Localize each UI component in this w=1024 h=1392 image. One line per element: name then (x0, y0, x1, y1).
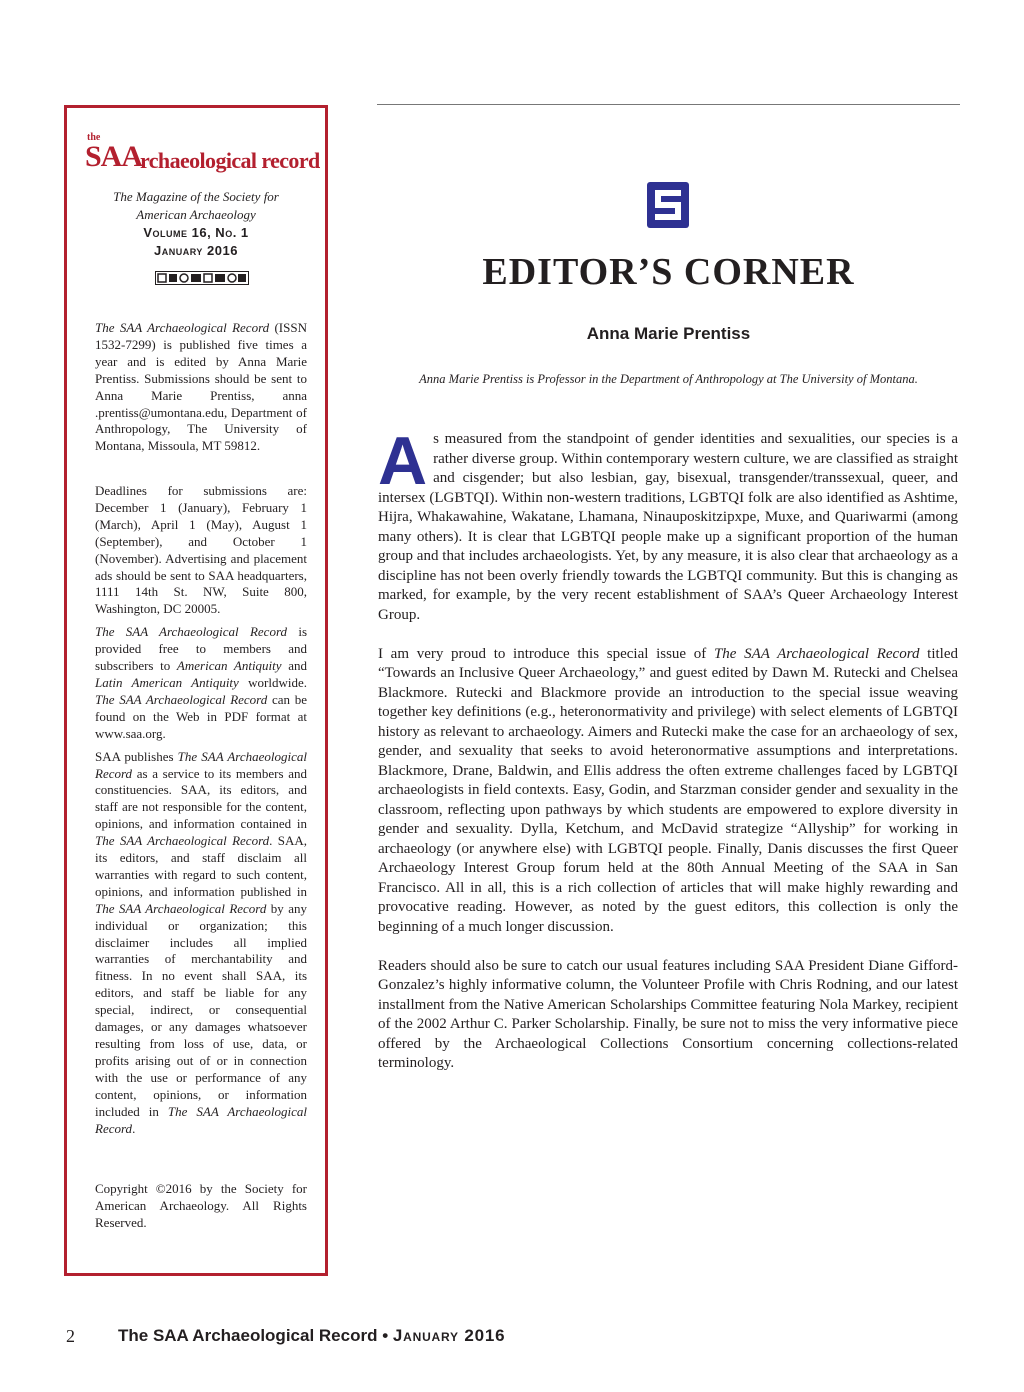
distribution-paragraph (95, 624, 307, 742)
copyright-text: Copyright ©2016 by the Society for American Archaeology. All Rights Reserved. (95, 1181, 307, 1230)
footer-bullet: • (382, 1326, 389, 1345)
journal-title: The SAA Archaeological Record (95, 1103, 307, 1136)
saa-glyph-logo-icon (647, 182, 689, 228)
journal-title: The SAA Archaeological Record (95, 624, 288, 640)
masthead-saa: SAA (85, 140, 143, 173)
text-span: SAA publishes (95, 748, 178, 764)
paragraph-text: titled “Towards an Inclusive Queer Archaeology,” and guest edited by Dawn M. Rutecki and Chelsea Blackmore. Rutecki and Blackmore provide an introduction to the special issue weaving together key definitions (e.g., heteronormativity and privilege) with select elements of LGBTQI history as relevant to archaeology. Aimers and Rutecki make the case for an archaeology of sex, gender, and sexuality that seeks to avoid heteronormative assumptions and interpretations. Blackmore, Drane, Baldwin, and Ellis address the often extreme challenges faced by LGBTQI archaeologists in field contexts. Easy, Godin, and Starzman consider gender and sexuality in the classroom, reflecting upon pathways by which students are empowered to explore diversity in gender and sexuality. Dylla, Ketchum, and McDavid strategize “Allyship” for working in archaeology (or anywhere else) with LGBTQI people. Finally, Danis discusses the first Queer Archaeology Interest Group forum held at the 80th Annual Meeting of the SAA in San Francisco. All in all, this is a rich collection of articles that will make highly rewarding and provocative reading. However, as noted by the guest editors, this collection is only the beginning of a much longer discussion. (378, 645, 958, 935)
decorative-glyph-border-icon (155, 271, 249, 285)
sidebar-copyright (95, 1181, 307, 1238)
text-span: by any individual or organization; this disclaimer includes all implied warranties of merchantability and fitness. In no event shall SAA, its editors, and staff be liable for any special, indirect, or consequential damages, or any damages whatsoever resulting from loss of use, data, or profits arising out of or in connection with the use or performance of any content, opinions, or information included in (95, 900, 307, 1119)
saa-masthead-logo (83, 132, 323, 178)
journal-title: American Antiquity (176, 658, 282, 674)
masthead-the: the (87, 132, 101, 143)
issue-date: January 2016 (154, 243, 238, 258)
text-span: is provided free to members and subscribers to (95, 624, 307, 674)
page-number: 2 (66, 1326, 75, 1346)
magazine-subtitle-2: American Archaeology (136, 207, 256, 222)
top-rule-divider (377, 104, 960, 105)
running-title: The SAA Archaeological Record (118, 1326, 378, 1345)
body-paragraph-3: Readers should also be sure to catch our usual features including SAA President Diane Gifford-Gonzalez’s highly informative column, the Volunteer Profile with Chris Rodning, and our latest installment from the Native American Scholarships Committee featuring Nola Markey, recipient of the 2002 Arthur C. Parker Scholarship. Finally, be sure not to miss the very informative piece offered by the Archaeological Collections Consortium concerning collections-related terminology. (378, 957, 958, 1071)
text-span: can be found on the Web in PDF format at www.saa.org. (95, 691, 307, 741)
sidebar-publication-info (95, 320, 307, 461)
paragraph-text: I am very proud to introduce this special issue of (378, 645, 714, 662)
author-bio: Anna Marie Prentiss is Professor in the Department of Anthropology at The University of Montana. (419, 372, 918, 386)
footer-date: January 2016 (392, 1326, 506, 1345)
disclaimer-paragraph (95, 749, 307, 1138)
drop-cap: A (378, 423, 428, 499)
journal-title: The SAA Archaeological Record (95, 748, 308, 781)
magazine-subtitle-1: The Magazine of the Society for (113, 189, 279, 204)
volume-number: Volume 16, No. 1 (143, 225, 249, 240)
masthead-sidebar (64, 105, 328, 1276)
masthead-title: rchaeological record (140, 148, 320, 173)
paragraph-text: s measured from the standpoint of gender identities and sexualities, our species is a rather diverse group. Within contemporary western culture, we are classified as straight and cisgender; but also lesbian, gay, bisexual, transgender/transsexual, queer, and intersex (LGBTQI). Within non-western traditions, LGBTQI folk are also identified as Ashtime, Hijra, Whakawahine, Wakatane, Lhamana, Ninauposkitzipxpe, Muxe, and Quariwarmi (among many others). It is clear that LGBTQI people make up a significant proportion of the human group and that includes archaeologists. Yet, by any measure, it is also clear that archaeology as a discipline has not been overly friendly towards the LGBTQI community. But this is changing as marked, for example, by the very recent establishment of SAA’s Queer Archaeology Interest Group. (378, 431, 958, 623)
sidebar-deadlines (95, 483, 307, 1143)
journal-title: The SAA Archaeological Record (95, 691, 268, 707)
text-span: . (132, 1120, 136, 1136)
journal-title: Latin American Antiquity (95, 674, 239, 690)
journal-title: The SAA Archaeological Record (713, 645, 920, 662)
article-author: Anna Marie Prentiss (586, 324, 751, 343)
body-paragraph-2 (378, 645, 958, 938)
text-span: worldwide. (238, 674, 307, 690)
publication-text: (ISSN 1532-7299) is published five times a year and is edited by Anna Marie Prentiss. Submissions should be sent to Anna Marie Prentiss, anna .prentiss@umontana.edu, Department of Anthropology, The University of Montana, Missoula, MT 59812. (95, 320, 307, 454)
journal-title: The SAA Archaeological Record (95, 833, 270, 849)
journal-title: The SAA Archaeological Record (95, 900, 267, 916)
text-span: . SAA, its editors, and staff disclaim all warranties with regard to such content, opinions, and information published in (95, 833, 307, 899)
body-paragraph-1 (378, 423, 958, 625)
journal-title: The SAA Archaeological Record (95, 320, 270, 335)
running-footer (118, 1326, 505, 1346)
publication-paragraph (95, 320, 307, 455)
article-body (378, 423, 958, 1093)
article-title: EDITOR’S CORNER (482, 251, 855, 293)
text-span: as a service to its members and constituencies. SAA, its editors, and staff are not responsible for the content, opinions, and information contained in (95, 765, 307, 832)
deadlines-paragraph: Deadlines for submissions are: December 1 (January), February 1 (March), April 1 (May), August 1 (September), and October 1 (November). Advertising and placement ads should be sent to SAA headquarters, 1111 14th St. NW, Suite 800, Washington, DC 20005. (95, 483, 307, 617)
text-span: and (281, 658, 307, 674)
